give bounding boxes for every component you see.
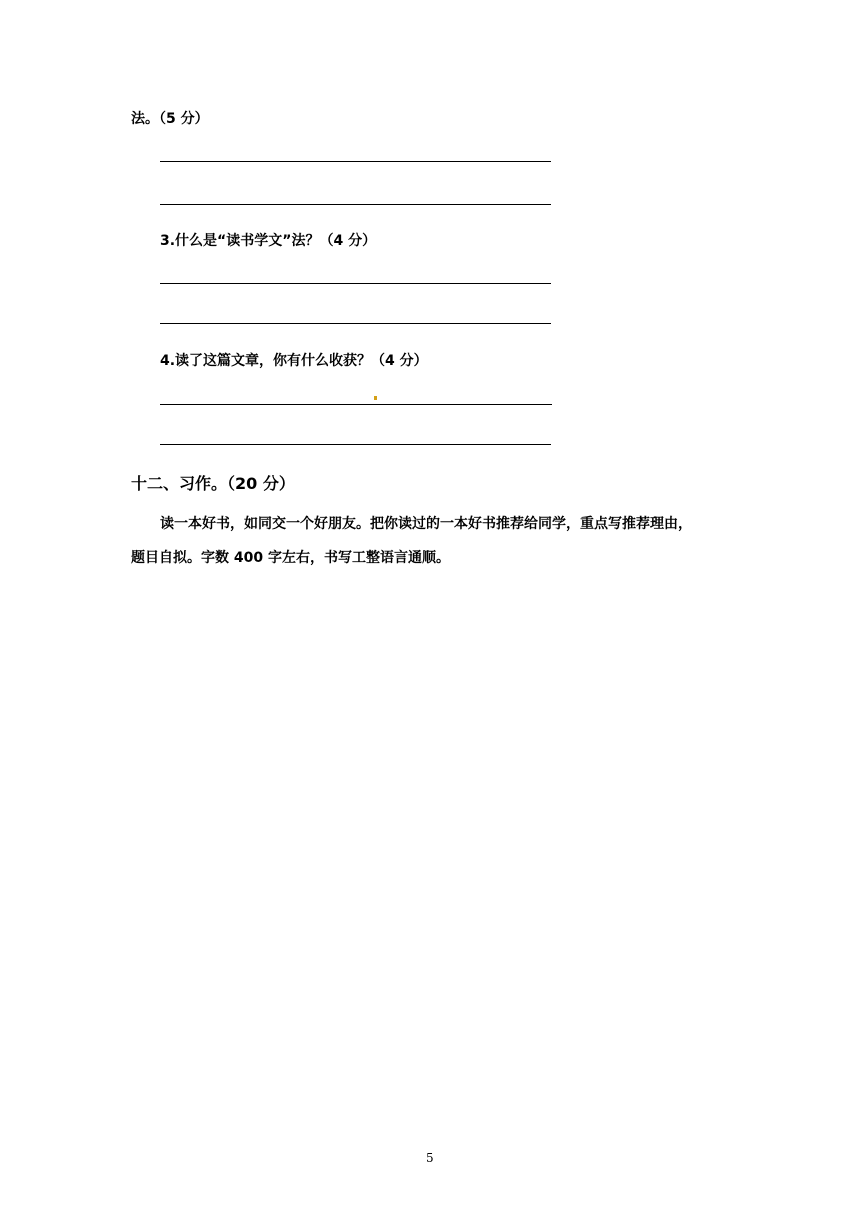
cursor-mark (374, 396, 377, 400)
question-3: 3.什么是“读书学文”法？（4 分） (160, 233, 377, 249)
section-12-title: 十二、习作。（20 分） (131, 474, 295, 493)
answer-line[interactable] (160, 161, 551, 162)
page-number: 5 (426, 1151, 434, 1165)
answer-line[interactable] (160, 204, 551, 205)
section-12-prompt-line-1: 读一本好书，如同交一个好朋友。把你读过的一本好书推荐给同学，重点写推荐理由， (160, 516, 692, 532)
answer-line[interactable] (160, 323, 551, 324)
q2-tail: 法。（5 分） (131, 111, 209, 127)
section-12-prompt-line-2: 题目自拟。字数 400 字左右，书写工整语言通顺。 (131, 550, 450, 566)
question-4: 4.读了这篇文章，你有什么收获？（4 分） (160, 353, 428, 369)
answer-line[interactable] (160, 283, 551, 284)
answer-line[interactable] (160, 404, 552, 405)
answer-line[interactable] (160, 444, 551, 445)
